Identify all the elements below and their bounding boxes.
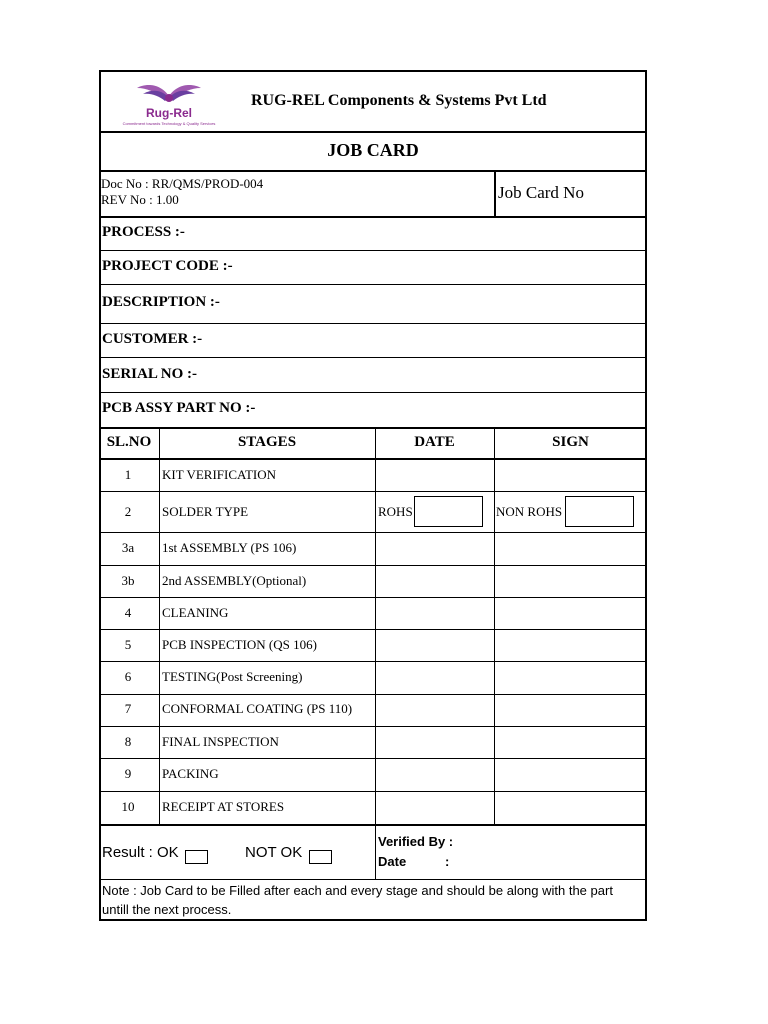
job-card-no-label: Job Card No [498, 183, 584, 202]
project-code-field: PROJECT CODE :- [102, 258, 233, 274]
date-label: Date [378, 854, 407, 869]
table-cell-stage: 1st ASSEMBLY (PS 106) [162, 540, 297, 555]
not-ok-label: NOT OK [245, 844, 303, 861]
pcb-assy-part-no-field: PCB ASSY PART NO :- [102, 400, 256, 416]
divider [99, 879, 647, 880]
rev-no: REV No : 1.00 [101, 192, 179, 207]
table-cell-slno: 3b [121, 573, 135, 588]
table-cell-slno: 5 [124, 637, 132, 652]
table-cell-stage: CONFORMAL COATING (PS 110) [162, 701, 353, 716]
rohs-label: ROHS [378, 504, 413, 519]
rohs-checkbox[interactable] [414, 496, 483, 527]
divider [99, 491, 647, 492]
table-cell-stage: TESTING(Post Screening) [162, 669, 303, 684]
table-cell-slno: 6 [124, 669, 132, 684]
table-cell-slno: 2 [124, 504, 132, 519]
divider [99, 250, 647, 251]
divider [99, 661, 647, 662]
divider [99, 532, 647, 533]
divider [99, 726, 647, 727]
company-logo [119, 78, 219, 128]
table-cell-stage: PACKING [162, 766, 219, 781]
table-cell-slno: 8 [124, 734, 132, 749]
table-header-date: DATE [414, 434, 455, 450]
verified-by-label: Verified By : [378, 834, 454, 849]
divider [375, 824, 376, 879]
divider [99, 323, 647, 324]
table-cell-slno: 1 [124, 467, 132, 482]
non-rohs-label: NON ROHS [496, 504, 563, 519]
page-title: JOB CARD [327, 140, 419, 160]
table-cell-stage: PCB INSPECTION (QS 106) [162, 637, 317, 652]
logo-text: Rug-Rel [146, 106, 192, 120]
divider [99, 357, 647, 358]
divider [99, 565, 647, 566]
divider [99, 791, 647, 792]
divider [99, 131, 647, 133]
divider [99, 824, 647, 826]
divider [494, 427, 495, 824]
divider [159, 427, 160, 824]
table-cell-stage: FINAL INSPECTION [162, 734, 279, 749]
not-ok-checkbox[interactable] [309, 850, 332, 864]
table-header-slno: SL.NO [106, 434, 152, 450]
table-cell-stage: KIT VERIFICATION [162, 467, 276, 482]
serial-no-field: SERIAL NO :- [102, 366, 198, 382]
customer-field: CUSTOMER :- [102, 331, 203, 347]
table-cell-stage: SOLDER TYPE [162, 504, 249, 519]
job-card-form [99, 70, 647, 921]
divider [99, 392, 647, 393]
divider [99, 427, 647, 429]
divider [99, 629, 647, 630]
logo-tagline: Commitment towards Technology & Quality Services [122, 121, 216, 126]
divider [99, 758, 647, 759]
process-field: PROCESS :- [102, 224, 185, 240]
table-cell-stage: RECEIPT AT STORES [162, 799, 285, 814]
table-cell-slno: 3a [121, 540, 135, 555]
non-rohs-checkbox[interactable] [565, 496, 634, 527]
result-ok-checkbox[interactable] [185, 850, 208, 864]
table-header-sign: SIGN [552, 434, 589, 450]
divider [375, 427, 376, 824]
table-cell-slno: 10 [121, 799, 135, 814]
table-cell-slno: 9 [124, 766, 132, 781]
company-name: RUG-REL Components & Systems Pvt Ltd [251, 92, 547, 109]
divider [99, 458, 647, 460]
result-ok-label: Result : OK [102, 844, 179, 861]
table-cell-stage: 2nd ASSEMBLY(Optional) [162, 573, 307, 588]
footer-note: Note : Job Card to be Filled after each and every stage and should be along with the part untill the next process. [102, 883, 613, 917]
divider [99, 694, 647, 695]
table-cell-stage: CLEANING [162, 605, 229, 620]
divider [99, 284, 647, 285]
divider [99, 597, 647, 598]
divider [99, 170, 647, 172]
date-colon: : [445, 854, 450, 869]
table-cell-slno: 7 [124, 701, 132, 716]
table-header-stages: STAGES [237, 434, 297, 450]
divider [494, 170, 496, 216]
table-cell-slno: 4 [124, 605, 132, 620]
description-field: DESCRIPTION :- [102, 294, 220, 310]
doc-no: Doc No : RR/QMS/PROD-004 [101, 176, 264, 191]
divider [99, 216, 647, 218]
